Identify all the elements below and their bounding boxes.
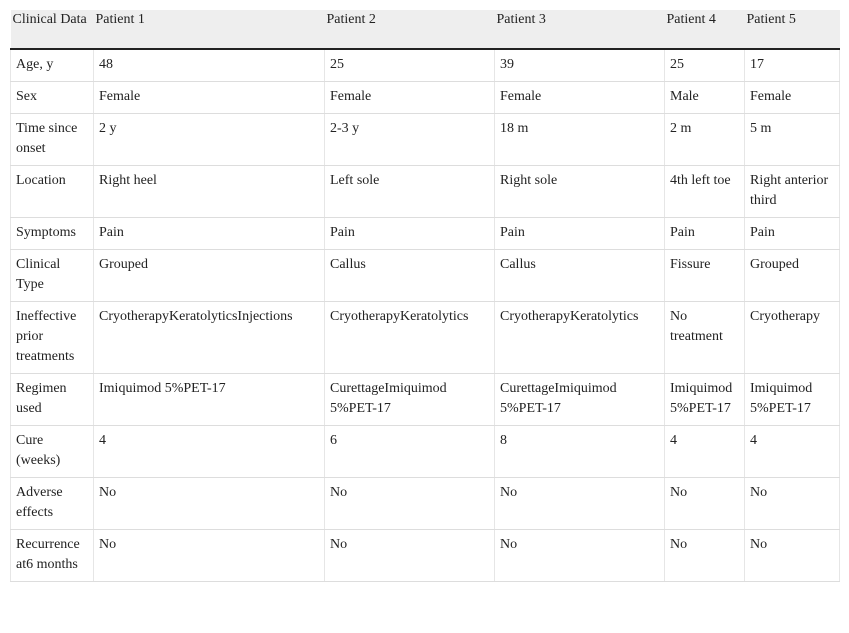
patient-5-cell: Pain — [745, 218, 840, 250]
row-label-cell: Symptoms — [11, 218, 94, 250]
patient-2-cell: Pain — [325, 218, 495, 250]
patient-1-cell: Imiquimod 5%PET-17 — [94, 374, 325, 426]
row-label-cell: Ineffective prior treatments — [11, 302, 94, 374]
patient-2-cell: CurettageImiquimod 5%PET-17 — [325, 374, 495, 426]
patient-3-cell: 8 — [495, 426, 665, 478]
patient-1-cell: 48 — [94, 49, 325, 82]
patient-4-cell: Imiquimod 5%PET-17 — [665, 374, 745, 426]
table-row-recurrence-6-months — [11, 530, 840, 582]
patient-4-cell: 2 m — [665, 114, 745, 166]
patient-3-cell: Pain — [495, 218, 665, 250]
table-body — [11, 49, 840, 582]
patient-5-cell: No — [745, 478, 840, 530]
patient-4-cell: 4 — [665, 426, 745, 478]
patient-1-cell: No — [94, 478, 325, 530]
patient-3-cell: No — [495, 530, 665, 582]
header-patient-3: Patient 3 — [495, 10, 665, 49]
table-header — [11, 10, 840, 49]
patient-3-cell: Callus — [495, 250, 665, 302]
patient-4-cell: Male — [665, 82, 745, 114]
patient-5-cell: 5 m — [745, 114, 840, 166]
patient-5-cell: Grouped — [745, 250, 840, 302]
patient-3-cell: No — [495, 478, 665, 530]
table-row-time-since-onset — [11, 114, 840, 166]
patient-5-cell: Cryotherapy — [745, 302, 840, 374]
patient-4-cell: Fissure — [665, 250, 745, 302]
patient-3-cell: 39 — [495, 49, 665, 82]
header-clinical-data: Clinical Data — [11, 10, 94, 49]
row-label-cell: Time since onset — [11, 114, 94, 166]
table-row-location — [11, 166, 840, 218]
patient-4-cell: 4th left toe — [665, 166, 745, 218]
patient-1-cell: 4 — [94, 426, 325, 478]
table-row-regimen-used — [11, 374, 840, 426]
patient-2-cell: Callus — [325, 250, 495, 302]
patient-4-cell: No — [665, 478, 745, 530]
row-label-cell: Regimen used — [11, 374, 94, 426]
table-row-age — [11, 49, 840, 82]
header-patient-5: Patient 5 — [745, 10, 840, 49]
header-patient-4: Patient 4 — [665, 10, 745, 49]
table-row-sex — [11, 82, 840, 114]
header-patient-2: Patient 2 — [325, 10, 495, 49]
patient-4-cell: No treatment — [665, 302, 745, 374]
patient-1-cell: CryotherapyKeratolyticsInjections — [94, 302, 325, 374]
patient-1-cell: No — [94, 530, 325, 582]
patient-3-cell: 18 m — [495, 114, 665, 166]
header-row — [11, 10, 840, 49]
patient-2-cell: 2-3 y — [325, 114, 495, 166]
patient-2-cell: 25 — [325, 49, 495, 82]
table-row-adverse-effects — [11, 478, 840, 530]
patient-1-cell: Grouped — [94, 250, 325, 302]
row-label-cell: Adverse effects — [11, 478, 94, 530]
header-patient-1: Patient 1 — [94, 10, 325, 49]
patient-3-cell: Right sole — [495, 166, 665, 218]
patient-5-cell: Imiquimod 5%PET-17 — [745, 374, 840, 426]
patient-2-cell: No — [325, 478, 495, 530]
patient-3-cell: CryotherapyKeratolytics — [495, 302, 665, 374]
patient-1-cell: Female — [94, 82, 325, 114]
patient-4-cell: 25 — [665, 49, 745, 82]
patient-5-cell: Right anterior third — [745, 166, 840, 218]
patient-2-cell: No — [325, 530, 495, 582]
row-label-cell: Clinical Type — [11, 250, 94, 302]
patient-4-cell: No — [665, 530, 745, 582]
patient-4-cell: Pain — [665, 218, 745, 250]
patient-2-cell: CryotherapyKeratolytics — [325, 302, 495, 374]
row-label-cell: Age, y — [11, 49, 94, 82]
row-label-cell: Recurrence at6 months — [11, 530, 94, 582]
row-label-cell: Cure (weeks) — [11, 426, 94, 478]
patient-1-cell: Pain — [94, 218, 325, 250]
patient-3-cell: CurettageImiquimod 5%PET-17 — [495, 374, 665, 426]
patient-2-cell: Female — [325, 82, 495, 114]
clinical-data-table — [10, 10, 840, 582]
table-row-clinical-type — [11, 250, 840, 302]
patient-2-cell: 6 — [325, 426, 495, 478]
table-row-ineffective-prior-treatments — [11, 302, 840, 374]
patient-1-cell: 2 y — [94, 114, 325, 166]
patient-3-cell: Female — [495, 82, 665, 114]
table-row-cure-weeks — [11, 426, 840, 478]
patient-1-cell: Right heel — [94, 166, 325, 218]
row-label-cell: Sex — [11, 82, 94, 114]
patient-5-cell: No — [745, 530, 840, 582]
patient-2-cell: Left sole — [325, 166, 495, 218]
patient-5-cell: 17 — [745, 49, 840, 82]
table-row-symptoms — [11, 218, 840, 250]
row-label-cell: Location — [11, 166, 94, 218]
patient-5-cell: 4 — [745, 426, 840, 478]
patient-5-cell: Female — [745, 82, 840, 114]
